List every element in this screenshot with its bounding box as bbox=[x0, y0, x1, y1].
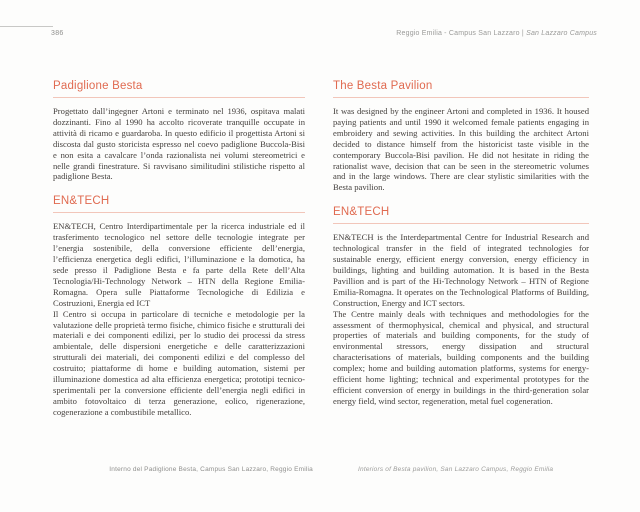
paragraph-entech-english-2: The Centre mainly deals with techniques and methodologies for the assessment of thermophysical, chemical and physical, and structural properties of materials and building components, for the study of environmental stressors, energy dissipation and structural characterisations of materials, building components and the building complex; home and building automation platforms, systems for energy-efficient home lighting; technical and experimental prototypes for the efficient conversion of energy in buildings in the third-generation solar energy field, wind sector, regeneration, metal fuel cogeneration. bbox=[333, 308, 589, 406]
page-number: 386 bbox=[51, 30, 64, 37]
section-besta-pavilion bbox=[333, 80, 589, 193]
caption-italian: Interno del Padiglione Besta, Campus San Lazzaro, Reggio Emilia bbox=[109, 466, 313, 473]
paragraph-entech-english-1: EN&TECH is the Interdepartmental Centre for Industrial Research and technological transfer in the field of integrated technologies for sustainable energy, efficient energy conversion, energy efficiency in buildings, lighting and building automation. It is based in the Besta Pavillion and is part of the Hi-Technology Network – HTN of Regione Emilia-Romagna. It operates on the Technological Platforms of Building, Construction, Energy and ICT sectors. bbox=[333, 232, 589, 308]
heading-entech-italian: EN&TECH bbox=[53, 195, 305, 213]
section-entech-english bbox=[333, 206, 589, 407]
paragraph-entech-italian-2: Il Centro si occupa in particolare di tecniche e metodologie per la valutazione delle proprietà termo fisiche, chimico fisiche e strutturali dei materiali e dei componenti edilizi, per lo studio dei processi da stress ambientale, delle dispersioni energetiche e delle caratterizzazioni strutturali dei materiali, dei componenti edilizi e del complesso del costruito; piattaforme di home e building automation, sistemi per illuminazione domestica ad alta efficienza energetica; prototipi tecnico-sperimentali per la conversione efficiente dell’energia negli edifici in ambito fotovoltaico di terza generazione, eolico, rigenerazione, cogenerazione a combustibile metallico. bbox=[53, 308, 305, 417]
running-header bbox=[396, 30, 597, 37]
folio-rule bbox=[0, 26, 53, 27]
section-padiglione-besta bbox=[53, 80, 305, 182]
caption-english: Interiors of Besta pavilion, San Lazzaro Campus, Reggio Emilia bbox=[358, 466, 554, 473]
column-italian bbox=[53, 80, 305, 431]
heading-besta-pavilion: The Besta Pavilion bbox=[333, 80, 589, 98]
paragraph-padiglione-besta: Progettato dall’ingegner Artoni e terminato nel 1936, ospitava malati dozzinanti. Fino al 1990 ha accolto ricoverate tranquille occupate in attività di ricamo e guardaroba. In questo edificio il progettista Artoni si discosta dal gusto storicista espresso nel coevo padiglione Buccola-Bisi e non esita a cavalcare l’onda razionalista nei volumi stereometrici e nelle grandi finestrature. Si ravvisano similitudini stilistiche rispetto al padiglione Besta. bbox=[53, 106, 305, 182]
column-english bbox=[333, 80, 589, 420]
heading-entech-english: EN&TECH bbox=[333, 206, 589, 224]
heading-padiglione-besta: Padiglione Besta bbox=[53, 80, 305, 98]
running-header-campus-italic: San Lazzaro Campus bbox=[526, 30, 597, 37]
running-header-text: Reggio Emilia - Campus San Lazzaro | bbox=[396, 30, 527, 37]
section-entech-italian bbox=[53, 195, 305, 417]
paragraph-entech-italian-1: EN&TECH, Centro Interdipartimentale per la ricerca industriale ed il trasferimento tecnologico nel settore delle tecnologie integrate per l’energia sostenibile, della conversione efficiente dell’energia, l’efficienza energetica degli edifici, l’illuminazione e la domotica, ha sede presso il Padiglione Besta e fa parte della Rete dell’Alta Tecnologia/Hi-Technology Network – HTN della Regione Emilia-Romagna. Opera sulle Piattaforme Tecnologiche di Edilizia e Costruzioni, Energia ed ICT bbox=[53, 221, 305, 308]
paragraph-besta-pavilion: It was designed by the engineer Artoni and completed in 1936. It housed paying patients and until 1990 it welcomed female patients engaging in embroidery and sewing activities. In this building the architect Artoni decided to distance himself from the historicist taste visible in the contemporary Buccola-Bisi pavilion. He did not hesitate in riding the rationalist wave, decision that can be seen in the stereometric volumes and in the large windows. There are clear stylistic similarities with the Besta pavilion. bbox=[333, 106, 589, 193]
